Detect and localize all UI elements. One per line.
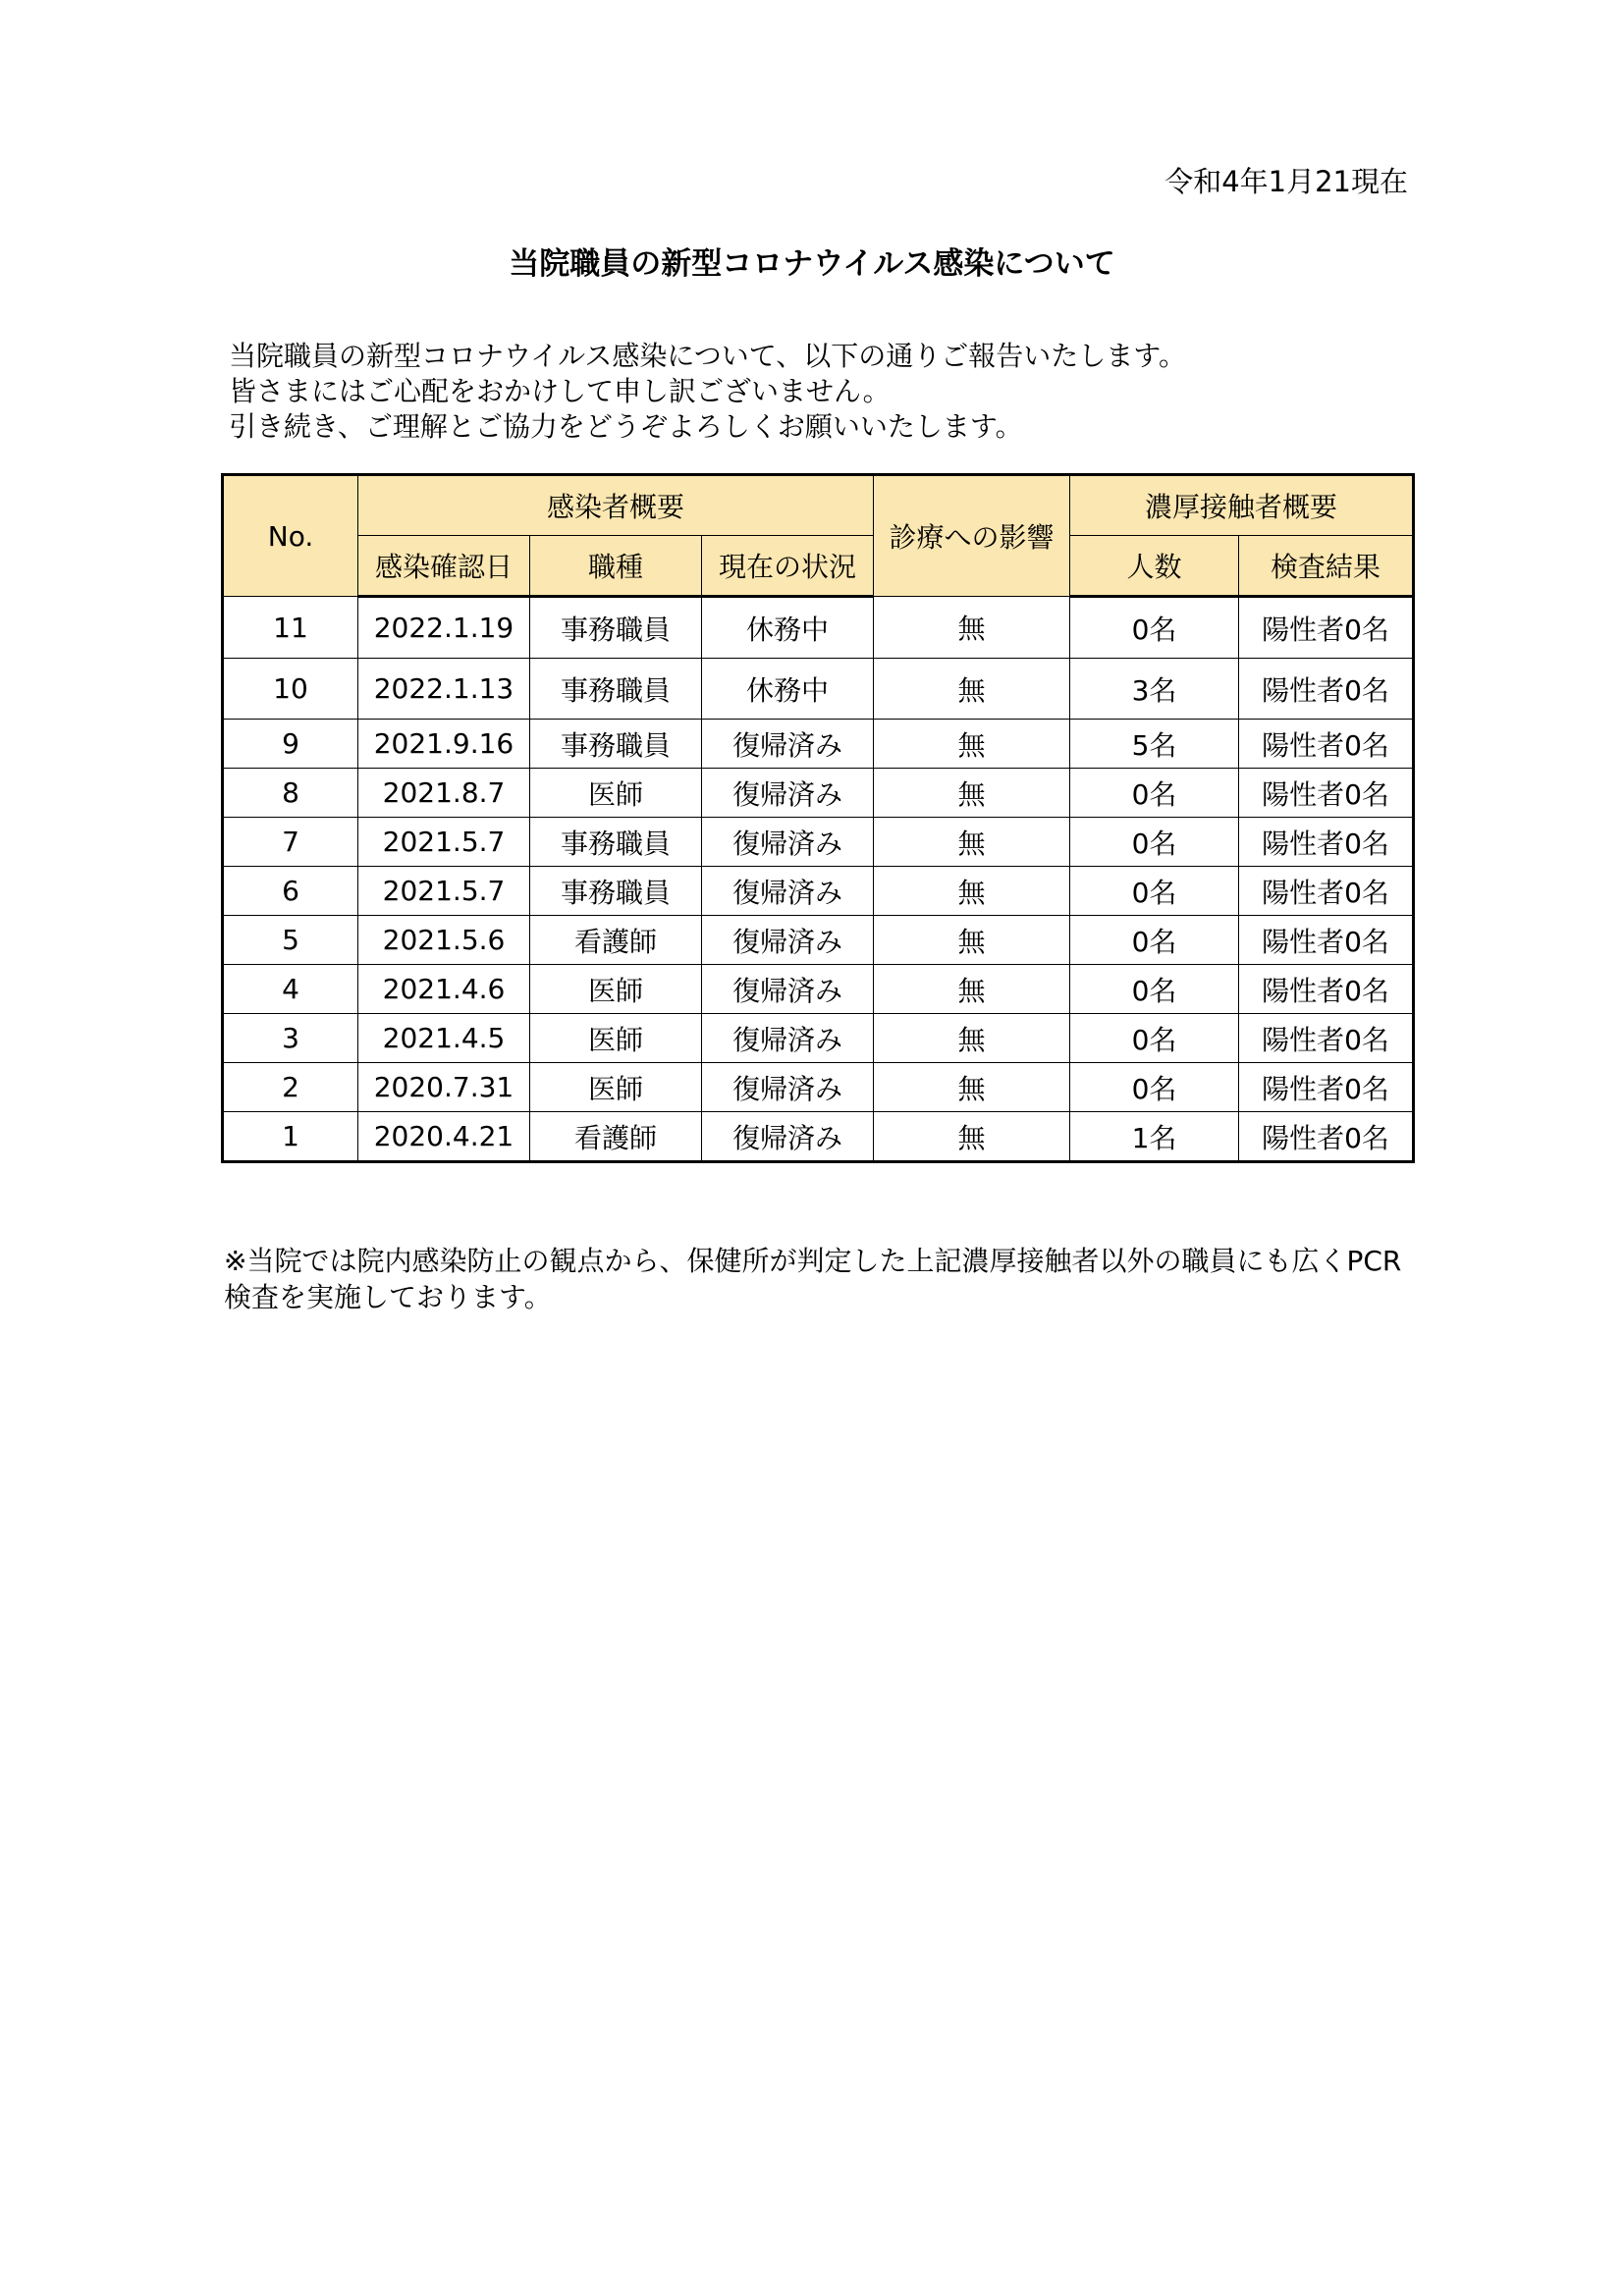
cell-job: 事務職員 (530, 720, 702, 769)
cell-status: 復帰済み (702, 1112, 874, 1162)
cell-status: 休務中 (702, 659, 874, 720)
cell-date: 2021.8.7 (358, 769, 530, 818)
cell-job: 事務職員 (530, 818, 702, 867)
cell-result: 陽性者0名 (1239, 659, 1414, 720)
table-row (223, 720, 1414, 769)
cell-result: 陽性者0名 (1239, 769, 1414, 818)
cell-status: 休務中 (702, 597, 874, 659)
cell-result: 陽性者0名 (1239, 867, 1414, 916)
table-row (223, 769, 1414, 818)
intro-line: 当院職員の新型コロナウイルス感染について、以下の通りご報告いたします。 (229, 340, 1186, 372)
cell-no: 8 (223, 769, 358, 818)
cell-date: 2021.5.6 (358, 916, 530, 965)
cell-impact: 無 (874, 597, 1070, 659)
cell-impact: 無 (874, 720, 1070, 769)
cell-no: 1 (223, 1112, 358, 1162)
table-row (223, 818, 1414, 867)
cell-job: 事務職員 (530, 867, 702, 916)
table-row (223, 1063, 1414, 1112)
cell-date: 2022.1.19 (358, 597, 530, 659)
table-row (223, 659, 1414, 720)
cell-result: 陽性者0名 (1239, 1112, 1414, 1162)
header-job: 職種 (530, 536, 702, 597)
table-row (223, 965, 1414, 1014)
cell-job: 看護師 (530, 1112, 702, 1162)
header-test-result: 検査結果 (1239, 536, 1414, 597)
table-row (223, 597, 1414, 659)
cell-no: 3 (223, 1014, 358, 1063)
cell-count: 0名 (1070, 867, 1239, 916)
cell-result: 陽性者0名 (1239, 818, 1414, 867)
intro-line: 皆さまにはご心配をおかけして申し訳ございません。 (229, 375, 891, 407)
cell-impact: 無 (874, 659, 1070, 720)
cell-count: 5名 (1070, 720, 1239, 769)
cell-impact: 無 (874, 867, 1070, 916)
cell-result: 陽性者0名 (1239, 965, 1414, 1014)
cell-date: 2021.5.7 (358, 818, 530, 867)
cell-impact: 無 (874, 818, 1070, 867)
cell-impact: 無 (874, 965, 1070, 1014)
cell-count: 0名 (1070, 597, 1239, 659)
report-date: 令和4年1月21現在 (1164, 165, 1408, 198)
cell-date: 2020.7.31 (358, 1063, 530, 1112)
header-current-status: 現在の状況 (702, 536, 874, 597)
cell-job: 事務職員 (530, 597, 702, 659)
cell-result: 陽性者0名 (1239, 720, 1414, 769)
cell-no: 11 (223, 597, 358, 659)
cell-result: 陽性者0名 (1239, 597, 1414, 659)
table-row (223, 867, 1414, 916)
cell-impact: 無 (874, 1112, 1070, 1162)
table-row (223, 916, 1414, 965)
cell-date: 2021.4.5 (358, 1014, 530, 1063)
cell-impact: 無 (874, 916, 1070, 965)
cell-impact: 無 (874, 1014, 1070, 1063)
header-confirmed-date: 感染確認日 (358, 536, 530, 597)
cell-status: 復帰済み (702, 818, 874, 867)
table-row (223, 1112, 1414, 1162)
cell-no: 5 (223, 916, 358, 965)
header-infection-summary: 感染者概要 (358, 475, 874, 536)
cell-count: 0名 (1070, 965, 1239, 1014)
cell-date: 2020.4.21 (358, 1112, 530, 1162)
cell-date: 2022.1.13 (358, 659, 530, 720)
cell-job: 医師 (530, 769, 702, 818)
cell-status: 復帰済み (702, 720, 874, 769)
cell-status: 復帰済み (702, 1063, 874, 1112)
cell-status: 復帰済み (702, 769, 874, 818)
cell-job: 医師 (530, 1014, 702, 1063)
table-row (223, 1014, 1414, 1063)
cell-date: 2021.9.16 (358, 720, 530, 769)
header-no: No. (223, 475, 358, 597)
cell-result: 陽性者0名 (1239, 1014, 1414, 1063)
cell-job: 医師 (530, 1063, 702, 1112)
cell-date: 2021.5.7 (358, 867, 530, 916)
cell-no: 6 (223, 867, 358, 916)
cell-count: 0名 (1070, 769, 1239, 818)
cell-impact: 無 (874, 1063, 1070, 1112)
cell-status: 復帰済み (702, 965, 874, 1014)
infection-report-table (221, 473, 1415, 1163)
page-title: 当院職員の新型コロナウイルス感染について (509, 246, 1115, 282)
cell-job: 医師 (530, 965, 702, 1014)
cell-no: 10 (223, 659, 358, 720)
cell-count: 0名 (1070, 1014, 1239, 1063)
intro-paragraph (229, 339, 1186, 445)
cell-result: 陽性者0名 (1239, 1063, 1414, 1112)
cell-no: 7 (223, 818, 358, 867)
cell-count: 0名 (1070, 1063, 1239, 1112)
header-impact: 診療への影響 (874, 475, 1070, 597)
cell-status: 復帰済み (702, 867, 874, 916)
cell-result: 陽性者0名 (1239, 916, 1414, 965)
cell-status: 復帰済み (702, 1014, 874, 1063)
cell-status: 復帰済み (702, 916, 874, 965)
cell-job: 事務職員 (530, 659, 702, 720)
cell-no: 4 (223, 965, 358, 1014)
cell-job: 看護師 (530, 916, 702, 965)
footnote: ※当院では院内感染防止の観点から、保健所が判定した上記濃厚接触者以外の職員にも広くPCR検査を実施しております。 (224, 1245, 1402, 1313)
cell-date: 2021.4.6 (358, 965, 530, 1014)
cell-impact: 無 (874, 769, 1070, 818)
cell-no: 9 (223, 720, 358, 769)
cell-count: 0名 (1070, 916, 1239, 965)
cell-no: 2 (223, 1063, 358, 1112)
cell-count: 3名 (1070, 659, 1239, 720)
header-contact-summary: 濃厚接触者概要 (1070, 475, 1414, 536)
cell-count: 0名 (1070, 818, 1239, 867)
cell-count: 1名 (1070, 1112, 1239, 1162)
header-count: 人数 (1070, 536, 1239, 597)
intro-line: 引き続き、ご理解とご協力をどうぞよろしくお願いいたします。 (229, 410, 1023, 443)
